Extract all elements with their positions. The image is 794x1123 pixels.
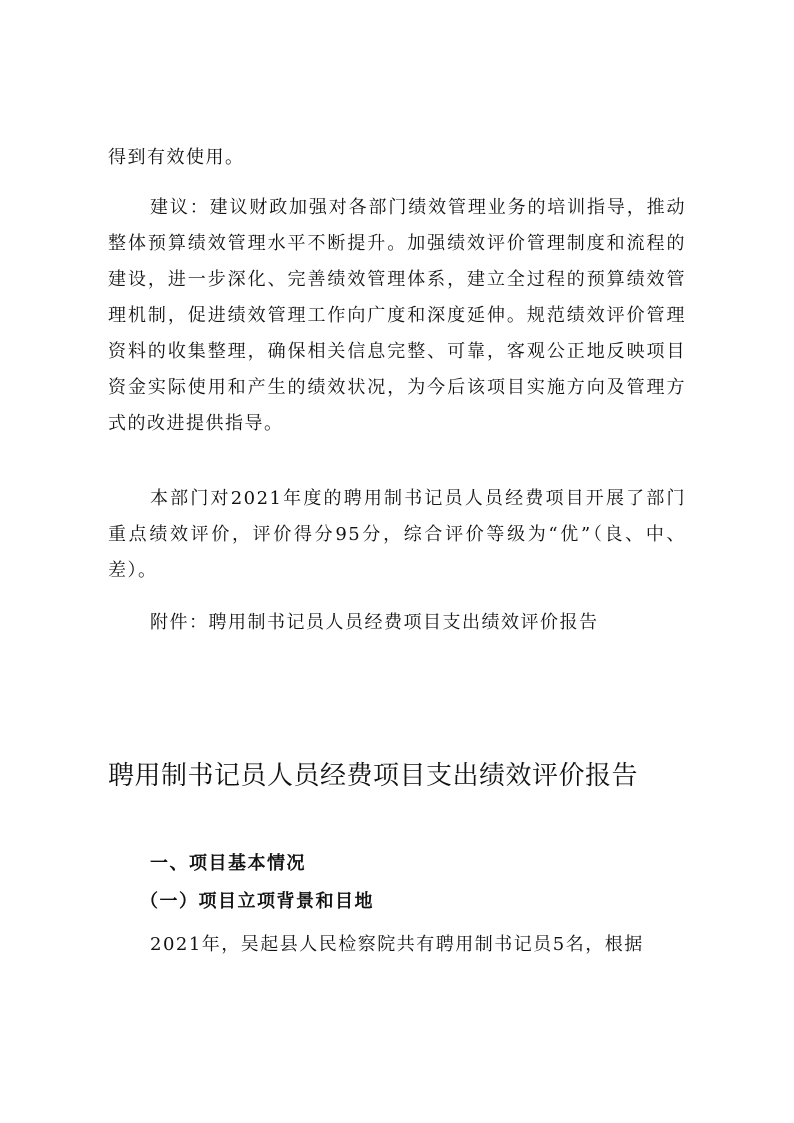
report-paragraph-1: 2021年，吴起县人民检察院共有聘用制书记员5名，根据	[150, 934, 644, 955]
body-paragraph-suggestion: 建议：建议财政加强对各部门绩效管理业务的培训指导，推动整体预算绩效管理水平不断提升。加强绩效评价管理制度和流程的建设，进一步深化、完善绩效管理体系，建立全过程的预算绩效管理机制，促进绩效管理工作向广度和深度延伸。规范绩效评价管理资料的收集整理，确保相关信息完整、可靠，客观公正地反映项目资金实际使用和产生的绩效状况，为今后该项目实施方向及管理方式的改进提供指导。	[108, 197, 686, 434]
body-paragraph-1: 得到有效使用。	[108, 147, 245, 168]
subsection-heading-background: （一）项目立项背景和目地	[140, 891, 374, 912]
report-title: 聘用制书记员人员经费项目支出绩效评价报告	[108, 761, 639, 791]
body-paragraph-attachment: 附件：聘用制书记员人员经费项目支出绩效评价报告	[150, 612, 599, 633]
section-heading-basic-info: 一、项目基本情况	[150, 853, 306, 874]
body-paragraph-evaluation-result: 本部门对2021年度的聘用制书记员人员经费项目开展了部门重点绩效评价，评价得分95分，综合评价等级为“优”（良、中、差）。	[108, 488, 686, 581]
